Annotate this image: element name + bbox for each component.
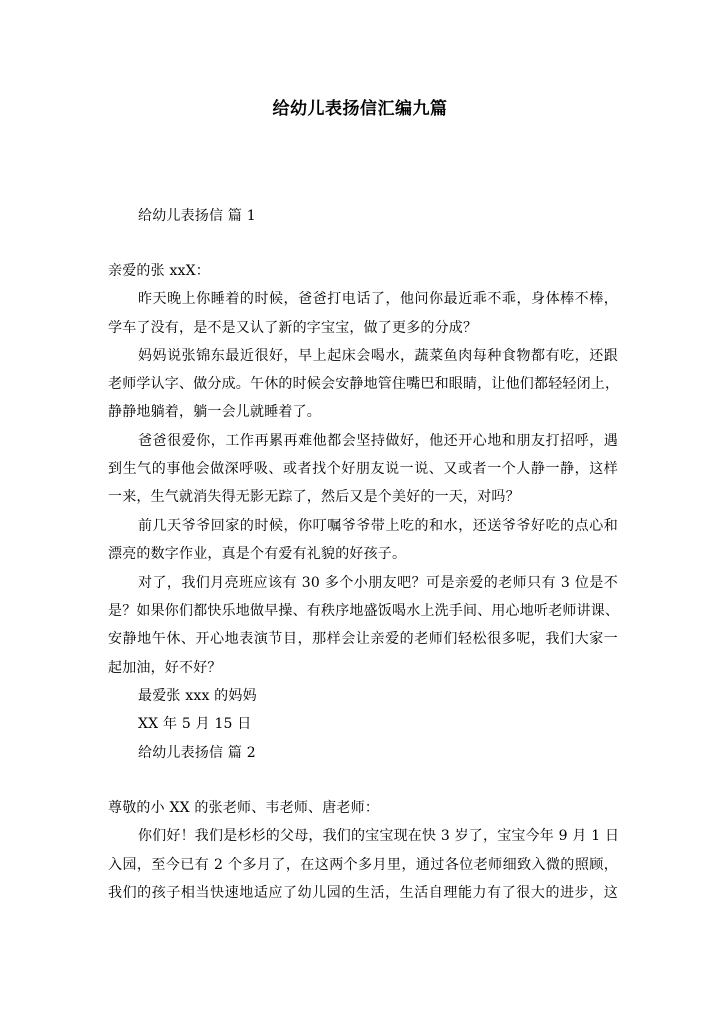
paragraph-line: 爸爸很爱你，工作再累再难他都会坚持做好，他还开心地和朋友打招呼，遇 bbox=[138, 433, 618, 449]
paragraph-line: 前几天爷爷回家的时候，你叮嘱爷爷带上吃的和水，还送爷爷好吃的点心和 bbox=[138, 518, 618, 534]
paragraph-line: 漂亮的数字作业，真是个有爱有礼貌的好孩子。 bbox=[108, 546, 407, 562]
document-title: 给幼儿表扬信汇编九篇 bbox=[272, 99, 448, 119]
paragraph-line: 起加油，好不好？ bbox=[108, 660, 222, 676]
paragraph-line: 老师学认字、做分成。午休的时候会安静地管住嘴巴和眼睛，让他们都轻轻闭上， bbox=[108, 376, 620, 392]
paragraph-line: 你们好！我们是杉杉的父母，我们的宝宝现在快 3 岁了，宝宝今年 9 月 1 日 bbox=[138, 828, 620, 844]
paragraph-line: 安静地午休、开心地表演节目，那样会让亲爱的老师们轻松很多呢，我们大家一 bbox=[108, 631, 618, 647]
paragraph-line: 入园，至今已有 2 个多月了，在这两个多月里，通过各位老师细致入微的照顾， bbox=[108, 857, 618, 873]
date: XX 年 5 月 15 日 bbox=[138, 716, 252, 732]
paragraph-line: 学车了没有，是不是又认了新的字宝宝，做了更多的分成？ bbox=[108, 320, 478, 336]
paragraph-line: 到生气的事他会做深呼吸、或者找个好朋友说一说、又或者一个人静一静，这样 bbox=[108, 461, 618, 477]
paragraph-line: 妈妈说张锦东最近很好，早上起床会喝水，蔬菜鱼肉每种食物都有吃，还跟 bbox=[138, 348, 618, 364]
paragraph-line: 昨天晚上你睡着的时候，爸爸打电话了，他问你最近乖不乖，身体棒不棒， bbox=[138, 291, 618, 307]
section-heading-1: 给幼儿表扬信 篇 1 bbox=[138, 208, 256, 224]
paragraph-line: 是？如果你们都快乐地做早操、有秩序地盛饭喝水上洗手间、用心地听老师讲课、 bbox=[108, 603, 620, 619]
paragraph-line: 对了，我们月亮班应该有 30 多个小朋友吧？可是亲爱的老师只有 3 位是不 bbox=[138, 575, 618, 591]
section-heading-2: 给幼儿表扬信 篇 2 bbox=[138, 745, 256, 761]
salutation-1: 亲爱的张 xxX： bbox=[108, 263, 211, 279]
signature: 最爱张 xxx 的妈妈 bbox=[138, 688, 257, 704]
salutation-2: 尊敬的小 XX 的张老师、韦老师、唐老师： bbox=[108, 800, 380, 816]
paragraph-line: 我们的孩子相当快速地适应了幼儿园的生活，生活自理能力有了很大的进步，这 bbox=[108, 885, 618, 901]
paragraph-line: 静静地躺着，躺一会儿就睡着了。 bbox=[108, 404, 321, 420]
paragraph-line: 一来，生气就消失得无影无踪了，然后又是个美好的一天，对吗？ bbox=[108, 489, 520, 505]
